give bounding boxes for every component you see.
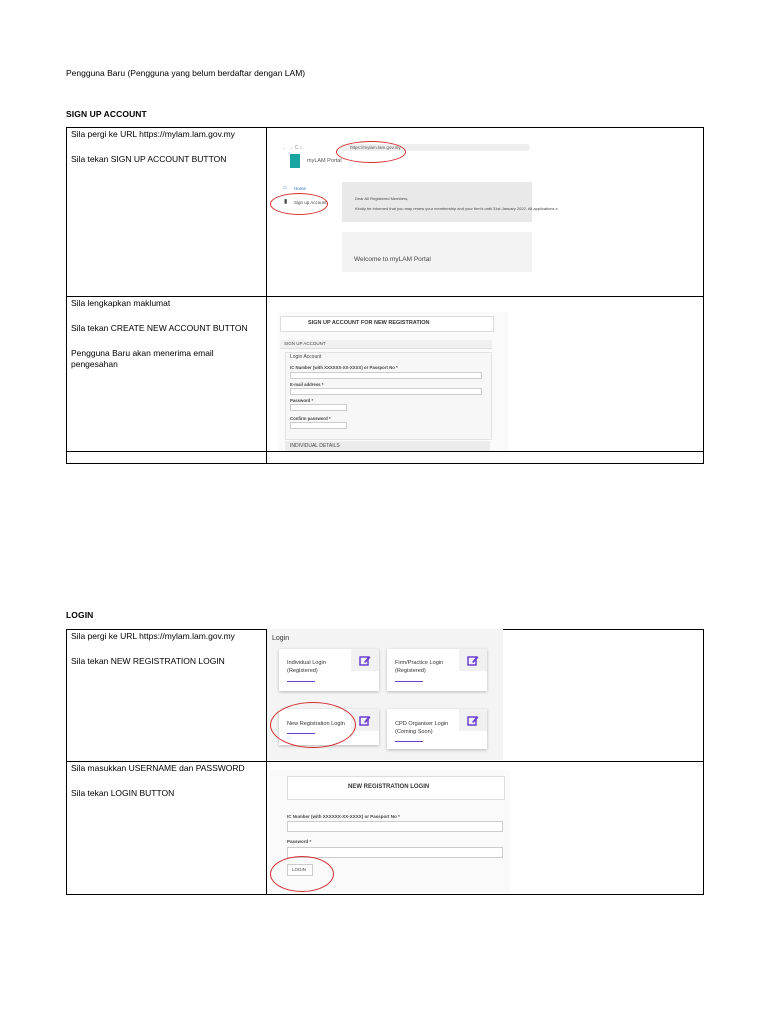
edit-icon: [359, 655, 371, 667]
login-row2-line2: Sila tekan LOGIN BUTTON: [71, 788, 175, 798]
card-new-registration-label: New Registration Login: [287, 721, 345, 727]
login-button-highlight-circle: [270, 856, 334, 892]
login-ic-label: IC Number (with XXXXXX-XX-XXXX) or Passport No *: [287, 814, 400, 819]
signup-form-screenshot: [278, 312, 508, 451]
edit-icon: [359, 715, 371, 727]
login-row2-line1: Sila masukkan USERNAME dan PASSWORD: [71, 763, 245, 773]
email-input[interactable]: [290, 388, 482, 395]
notice-line2: Kindly be informed that you may renew your membership and your firm's until 31st January 2022. All applications s: [355, 206, 558, 211]
login-section-title: LOGIN: [66, 610, 94, 620]
signup-section-title: SIGN UP ACCOUNT: [66, 109, 147, 119]
browser-url-text: https://mylam.lam.gov.my: [350, 145, 401, 150]
ic-label: IC Number (with XXXXXX-XX-XXXX) or Passport No *: [290, 365, 398, 370]
sidebar-home-icon: ⌂: [283, 185, 287, 191]
new-registration-highlight-circle: [270, 702, 356, 748]
edit-icon: [467, 655, 479, 667]
individual-details-title: INDIVIDUAL DETAILS: [290, 443, 340, 449]
login-card-individual[interactable]: [279, 649, 379, 691]
card-firm-label2: (Registered): [395, 668, 426, 674]
url-highlight-circle: [336, 141, 406, 163]
portal-brand: myLAM Portal: [307, 158, 342, 164]
ic-input[interactable]: [290, 372, 482, 379]
login-password-label: Password *: [287, 839, 312, 844]
login-password-input[interactable]: [287, 847, 503, 858]
sidebar-signup-link[interactable]: Sign up Account: [294, 200, 327, 205]
sidebar-signup-icon: ▮: [284, 199, 288, 205]
password-input[interactable]: [290, 404, 347, 411]
signup-form-header: SIGN UP ACCOUNT FOR NEW REGISTRATION: [308, 320, 430, 326]
login-title: Login: [272, 635, 290, 642]
signup-row2-line2: Sila tekan CREATE NEW ACCOUNT BUTTON: [71, 323, 248, 333]
confirm-password-label: Confirm password *: [290, 416, 331, 421]
card-underline: [287, 681, 315, 682]
card-individual-label2: (Registered): [287, 668, 318, 674]
welcome-text: Welcome to myLAM Portal: [354, 256, 431, 263]
login-ic-input[interactable]: [287, 821, 503, 832]
lam-logo: [290, 154, 300, 168]
password-label: Password *: [290, 398, 314, 403]
login-button-label: LOGIN: [292, 867, 307, 872]
signup-row2-line3: Pengguna Baru akan menerima email pengesahan: [71, 348, 214, 369]
login-card-firm[interactable]: [387, 649, 487, 691]
confirm-password-input[interactable]: [290, 422, 347, 429]
email-label: E-mail address *: [290, 382, 324, 387]
login-form-header: NEW REGISTRATION LOGIN: [348, 784, 430, 790]
document-heading: Pengguna Baru (Pengguna yang belum berdaftar dengan LAM): [66, 68, 306, 78]
notice-panel: [342, 182, 532, 222]
login-table-row-divider: [66, 761, 704, 762]
signup-table-row-divider: [66, 451, 704, 452]
signup-row1-line2: Sila tekan SIGN UP ACCOUNT BUTTON: [71, 154, 227, 164]
card-cpd-label2: (Coming Soon): [395, 729, 433, 735]
signup-table-row-divider: [66, 296, 704, 297]
signup-highlight-circle: [270, 193, 328, 215]
notice-line1: Dear All Registered Members,: [355, 196, 409, 201]
card-cpd-label1: CPD Organiser Login: [395, 721, 449, 727]
sidebar-home-link[interactable]: Home: [294, 186, 307, 191]
login-account-title: Login Account: [290, 354, 322, 360]
welcome-panel: [342, 232, 532, 272]
card-underline: [395, 741, 423, 742]
login-card-cpd[interactable]: [387, 709, 487, 749]
login-row1-line1: Sila pergi ke URL https://mylam.lam.gov.my: [71, 631, 235, 641]
card-firm-label1: Firm/Practice Login: [395, 660, 444, 666]
edit-icon: [467, 715, 479, 727]
card-underline: [395, 681, 423, 682]
login-row1-line2: Sila tekan NEW REGISTRATION LOGIN: [71, 656, 225, 666]
signup-row2-line1: Sila lengkapkan maklumat: [71, 298, 171, 308]
browser-nav-buttons: ← → C ⌂: [282, 145, 303, 151]
signup-tab[interactable]: SIGN UP ACCOUNT: [284, 341, 326, 346]
card-individual-label1: Individual Login: [287, 660, 326, 666]
signup-row1-line1: Sila pergi ke URL https://mylam.lam.gov.my: [71, 129, 235, 139]
